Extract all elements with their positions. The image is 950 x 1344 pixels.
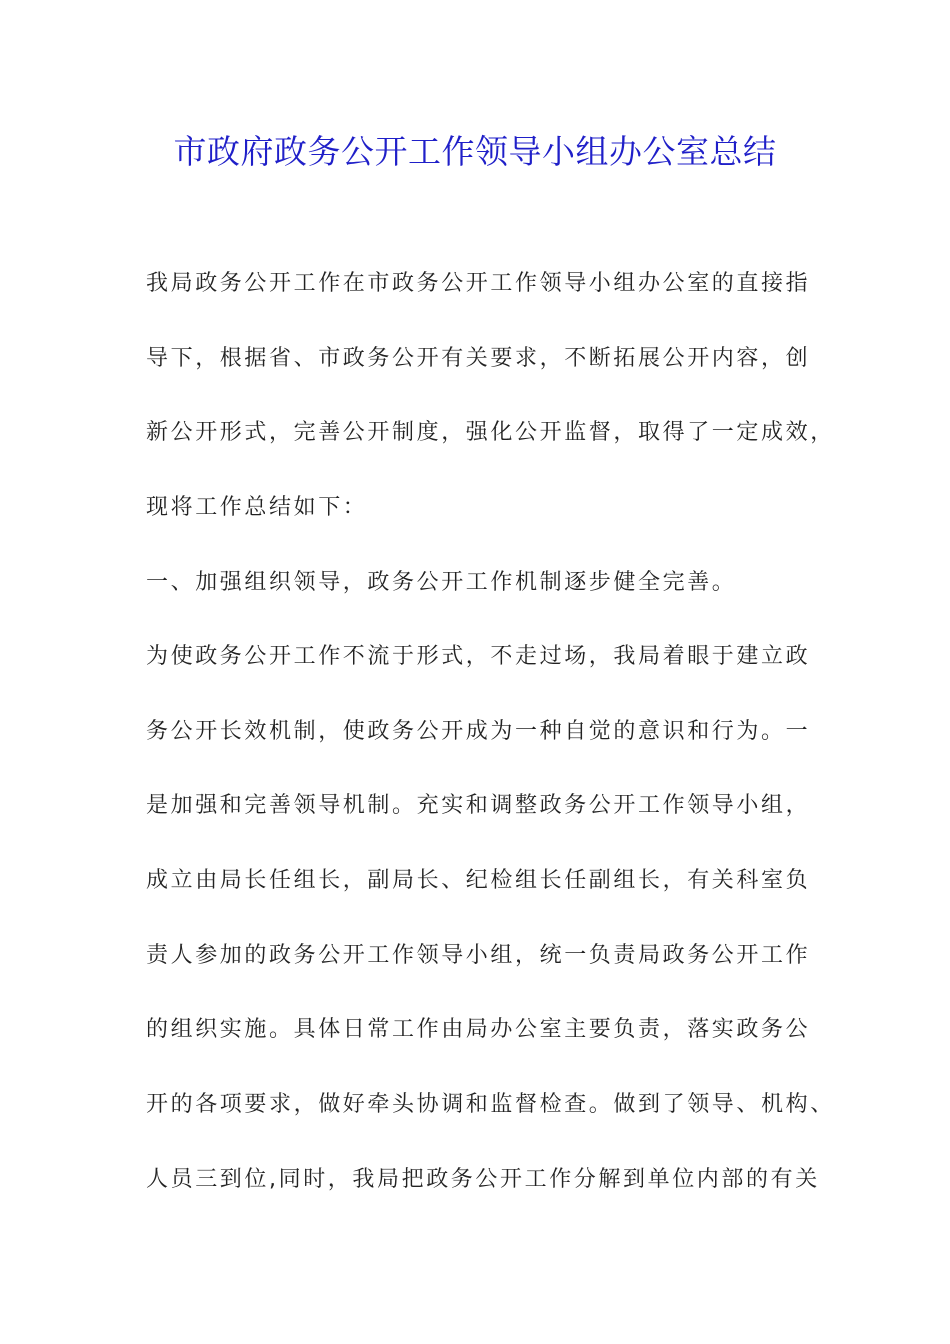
body-line-13: 人员三到位,同时，我局把政务公开工作分解到单位内部的有关 — [146, 1167, 820, 1192]
body-line-1: 我局政务公开工作在市政务公开工作领导小组办公室的直接指 — [146, 271, 811, 296]
body-line-10: 责人参加的政务公开工作领导小组，统一负责局政务公开工作 — [146, 943, 811, 968]
body-line-11: 的组织实施。具体日常工作由局办公室主要负责，落实政务公 — [146, 1017, 811, 1042]
body-line-4: 现将工作总结如下： — [146, 495, 368, 520]
body-line-3: 新公开形式，完善公开制度，强化公开监督，取得了一定成效， — [146, 420, 835, 445]
body-line-8: 是加强和完善领导机制。充实和调整政务公开工作领导小组， — [146, 793, 811, 818]
section-heading-1: 一、加强组织领导，政务公开工作机制逐步健全完善。 — [146, 570, 737, 595]
body-line-2: 导下，根据省、市政务公开有关要求，不断拓展公开内容，创 — [146, 346, 811, 371]
body-line-7: 务公开长效机制，使政务公开成为一种自觉的意识和行为。一 — [146, 719, 811, 744]
document-title: 市政府政务公开工作领导小组办公室总结 — [173, 132, 777, 171]
body-line-6: 为使政务公开工作不流于形式，不走过场，我局着眼于建立政 — [146, 644, 811, 669]
body-line-9: 成立由局长任组长，副局长、纪检组长任副组长，有关科室负 — [146, 868, 811, 893]
body-line-12: 开的各项要求，做好牵头协调和监督检查。做到了领导、机构、 — [146, 1092, 835, 1117]
